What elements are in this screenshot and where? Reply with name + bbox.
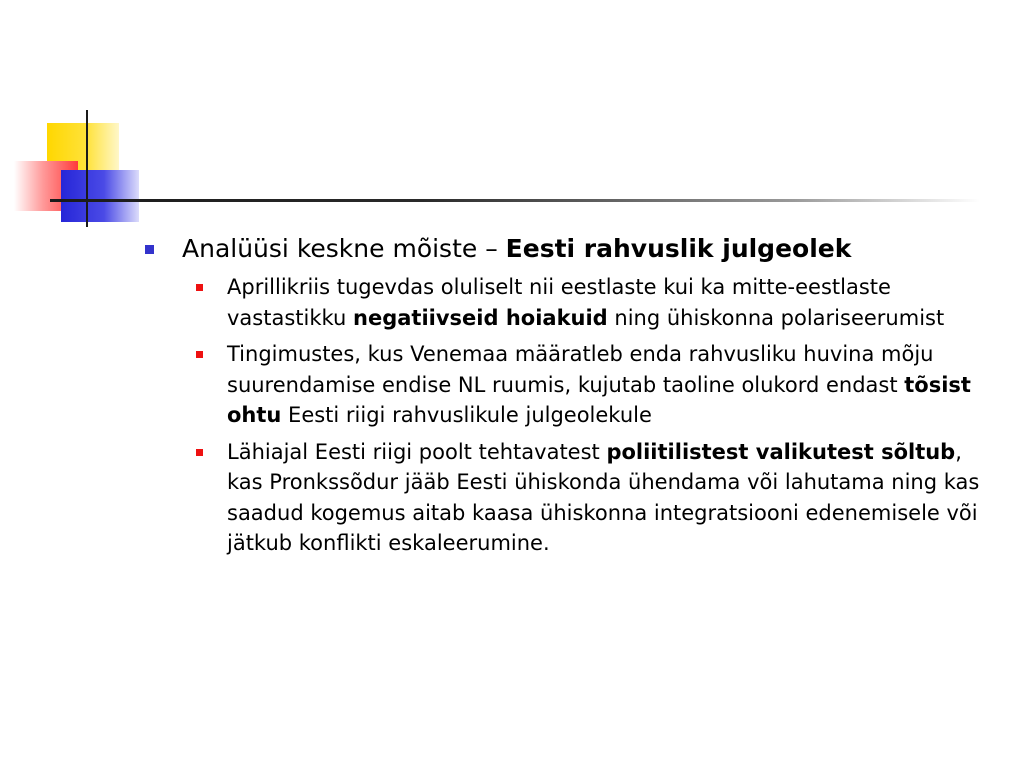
sub-point-text: ning ühiskonna polariseerumist (607, 305, 945, 330)
bullet-level1 (145, 231, 1005, 267)
sub-point-text: Tingimustes, kus Venemaa määratleb enda rahvusliku huvina mõju suurendamise endise NL ruumis, kujutab taoline olukord endast (227, 342, 934, 397)
sub-point-text: , kas Pronkssõdur jääb Eesti ühiskonda ühendama või lahutama ning kas saadud kogemus aitab kaasa ühiskonna integratsiooni edenemisele või jätkub konflikti eskaleerumine. (227, 439, 980, 555)
sub-point-bold: negatiivseid hoiakuid (353, 305, 608, 330)
bullet-level2 (227, 437, 1002, 559)
main-point-bold: Eesti rahvuslik julgeolek (505, 234, 852, 263)
square-bullet-icon (145, 245, 154, 254)
decor-blue-square (61, 170, 139, 222)
title-divider-line (50, 199, 980, 202)
decor-vertical-line (86, 110, 88, 227)
slide-body (145, 231, 1005, 565)
square-bullet-icon (196, 449, 203, 456)
square-bullet-icon (196, 351, 203, 358)
sub-point-text: Lähiajal Eesti riigi poolt tehtavatest (227, 439, 607, 464)
bullet-level2 (227, 339, 1002, 431)
sub-point-bold: poliitilistest valikutest sõltub (606, 439, 956, 464)
bullet-level2 (227, 272, 1002, 333)
sub-point-text: Aprillikriis tugevdas oluliselt nii eestlaste kui ka mitte-eestlaste vastastikku (227, 275, 891, 330)
sub-bullet-list (145, 272, 1005, 559)
sub-point-bold: tõsist ohtu (227, 372, 971, 427)
square-bullet-icon (196, 284, 203, 291)
main-point-text: Analüüsi keskne mõiste – (182, 234, 506, 263)
sub-point-text: Eesti riigi rahvuslikule julgeolekule (281, 403, 652, 427)
